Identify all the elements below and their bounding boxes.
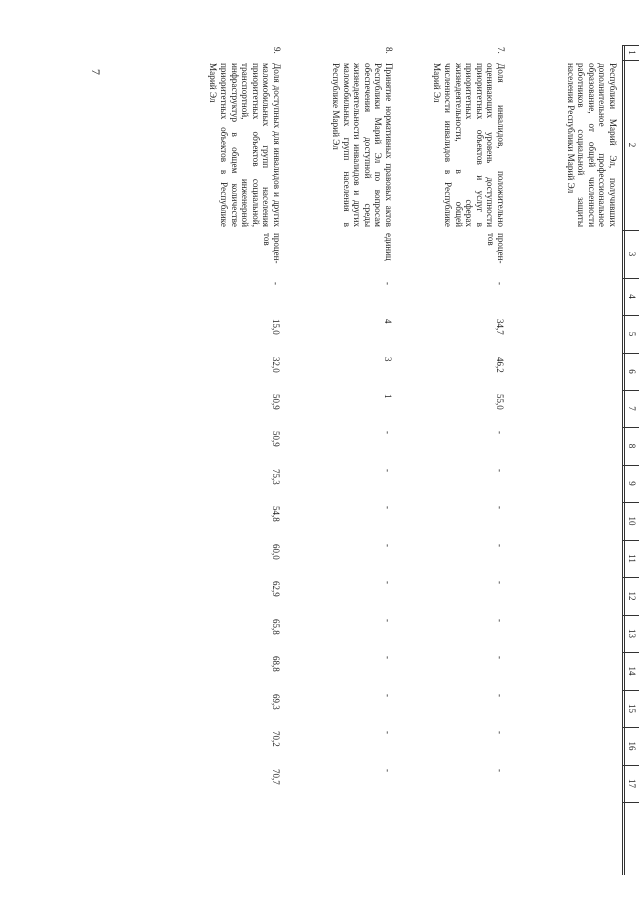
value-cell: - xyxy=(383,506,393,509)
value-cell: - xyxy=(495,769,505,772)
header-cell: 9 xyxy=(627,481,637,486)
header-cell: 17 xyxy=(627,779,637,788)
value-cell: 60,0 xyxy=(271,544,281,560)
value-cell: - xyxy=(383,431,393,434)
value-cell: - xyxy=(383,694,393,697)
value-cell: 50,9 xyxy=(271,431,281,447)
value-cell: 70,7 xyxy=(271,769,281,785)
header-cell: 15 xyxy=(627,704,637,713)
header-cell: 14 xyxy=(627,666,637,676)
value-cell: - xyxy=(495,469,505,472)
header-cell: 10 xyxy=(627,516,637,526)
header-cell: 4 xyxy=(627,294,637,299)
header-cell: 13 xyxy=(627,629,637,638)
value-cell: 50,9 xyxy=(271,394,281,410)
value-cell: - xyxy=(495,656,505,659)
value-cell: - xyxy=(383,581,393,584)
header-cell: 7 xyxy=(627,406,637,411)
unit-of-measure: процен-тов xyxy=(262,233,282,264)
value-cell: - xyxy=(383,656,393,659)
value-cell: 3 xyxy=(383,357,393,362)
value-cell: - xyxy=(495,544,505,547)
value-cell: - xyxy=(495,694,505,697)
value-cell: - xyxy=(383,469,393,472)
value-cell: - xyxy=(383,619,393,622)
header-cell: 11 xyxy=(627,554,637,563)
value-cell: 34,7 xyxy=(495,319,505,335)
value-cell: - xyxy=(383,731,393,734)
value-cell: 32,0 xyxy=(271,357,281,373)
indicator-name: Принятие нормативных правовых актов Республики Марий Эл по вопросам обеспечения доступной среды жизнедеятельности инвалидов и других маломобильных групп населения в Республике Марий Эл xyxy=(331,63,394,227)
value-cell: - xyxy=(495,619,505,622)
indicators-table xyxy=(105,45,639,875)
value-cell: 54,8 xyxy=(271,506,281,522)
indicator-name: Республики Марий Эл, получивших дополнительное профессиональное образование, от общей численности работников социальной защиты населения Республики Марий Эл xyxy=(565,63,618,227)
header-cell: 6 xyxy=(627,369,637,374)
table-body xyxy=(105,45,639,875)
value-cell: - xyxy=(495,731,505,734)
header-cell: 1 xyxy=(627,50,637,55)
value-cell: 55,0 xyxy=(495,394,505,410)
unit-of-measure: единиц xyxy=(384,233,394,261)
value-cell: - xyxy=(495,581,505,584)
value-cell: 65,8 xyxy=(271,619,281,635)
header-cell: 8 xyxy=(627,443,637,449)
value-cell: 75,3 xyxy=(271,469,281,485)
value-cell: 46,2 xyxy=(495,357,505,373)
value-cell: 1 xyxy=(383,394,393,399)
value-cell: - xyxy=(383,769,393,772)
value-cell: 62,9 xyxy=(271,581,281,597)
indicator-name: Доля доступных для инвалидов и других маломобильных групп населения приоритетных объектов социальной, транспортной, инженерной инфраструктур в общем количестве приоритетных объектов в Республике Марий Эл xyxy=(208,63,282,227)
value-cell: - xyxy=(495,282,505,285)
row-number: 8. xyxy=(384,47,394,54)
value-cell: 70,2 xyxy=(271,731,281,747)
value-cell: 68,8 xyxy=(271,656,281,672)
value-cell: 69,3 xyxy=(271,694,281,710)
header-cell: 16 xyxy=(627,741,637,751)
header-cell: 2 xyxy=(627,142,637,148)
value-cell: - xyxy=(495,431,505,434)
value-cell: 15,0 xyxy=(271,319,281,335)
value-cell: 4 xyxy=(383,319,393,324)
value-cell: - xyxy=(383,544,393,547)
unit-of-measure: процен-тов xyxy=(486,233,506,264)
header-cell: 3 xyxy=(627,251,637,257)
value-cell: - xyxy=(271,282,281,285)
row-number: 7. xyxy=(496,47,506,54)
value-cell: - xyxy=(495,506,505,509)
value-cell: - xyxy=(383,282,393,285)
row-number: 9. xyxy=(272,47,282,54)
header-cell: 12 xyxy=(627,591,637,601)
indicator-name: Доля инвалидов, положительно оценивающих уровень доступности приоритетных объектов и услуг в приоритетных сферах жизнедеятельности, в общей численности инвалидов в Республике Марий Эл xyxy=(432,63,506,227)
page-number: 7 xyxy=(89,69,103,75)
header-cell: 5 xyxy=(627,331,637,337)
